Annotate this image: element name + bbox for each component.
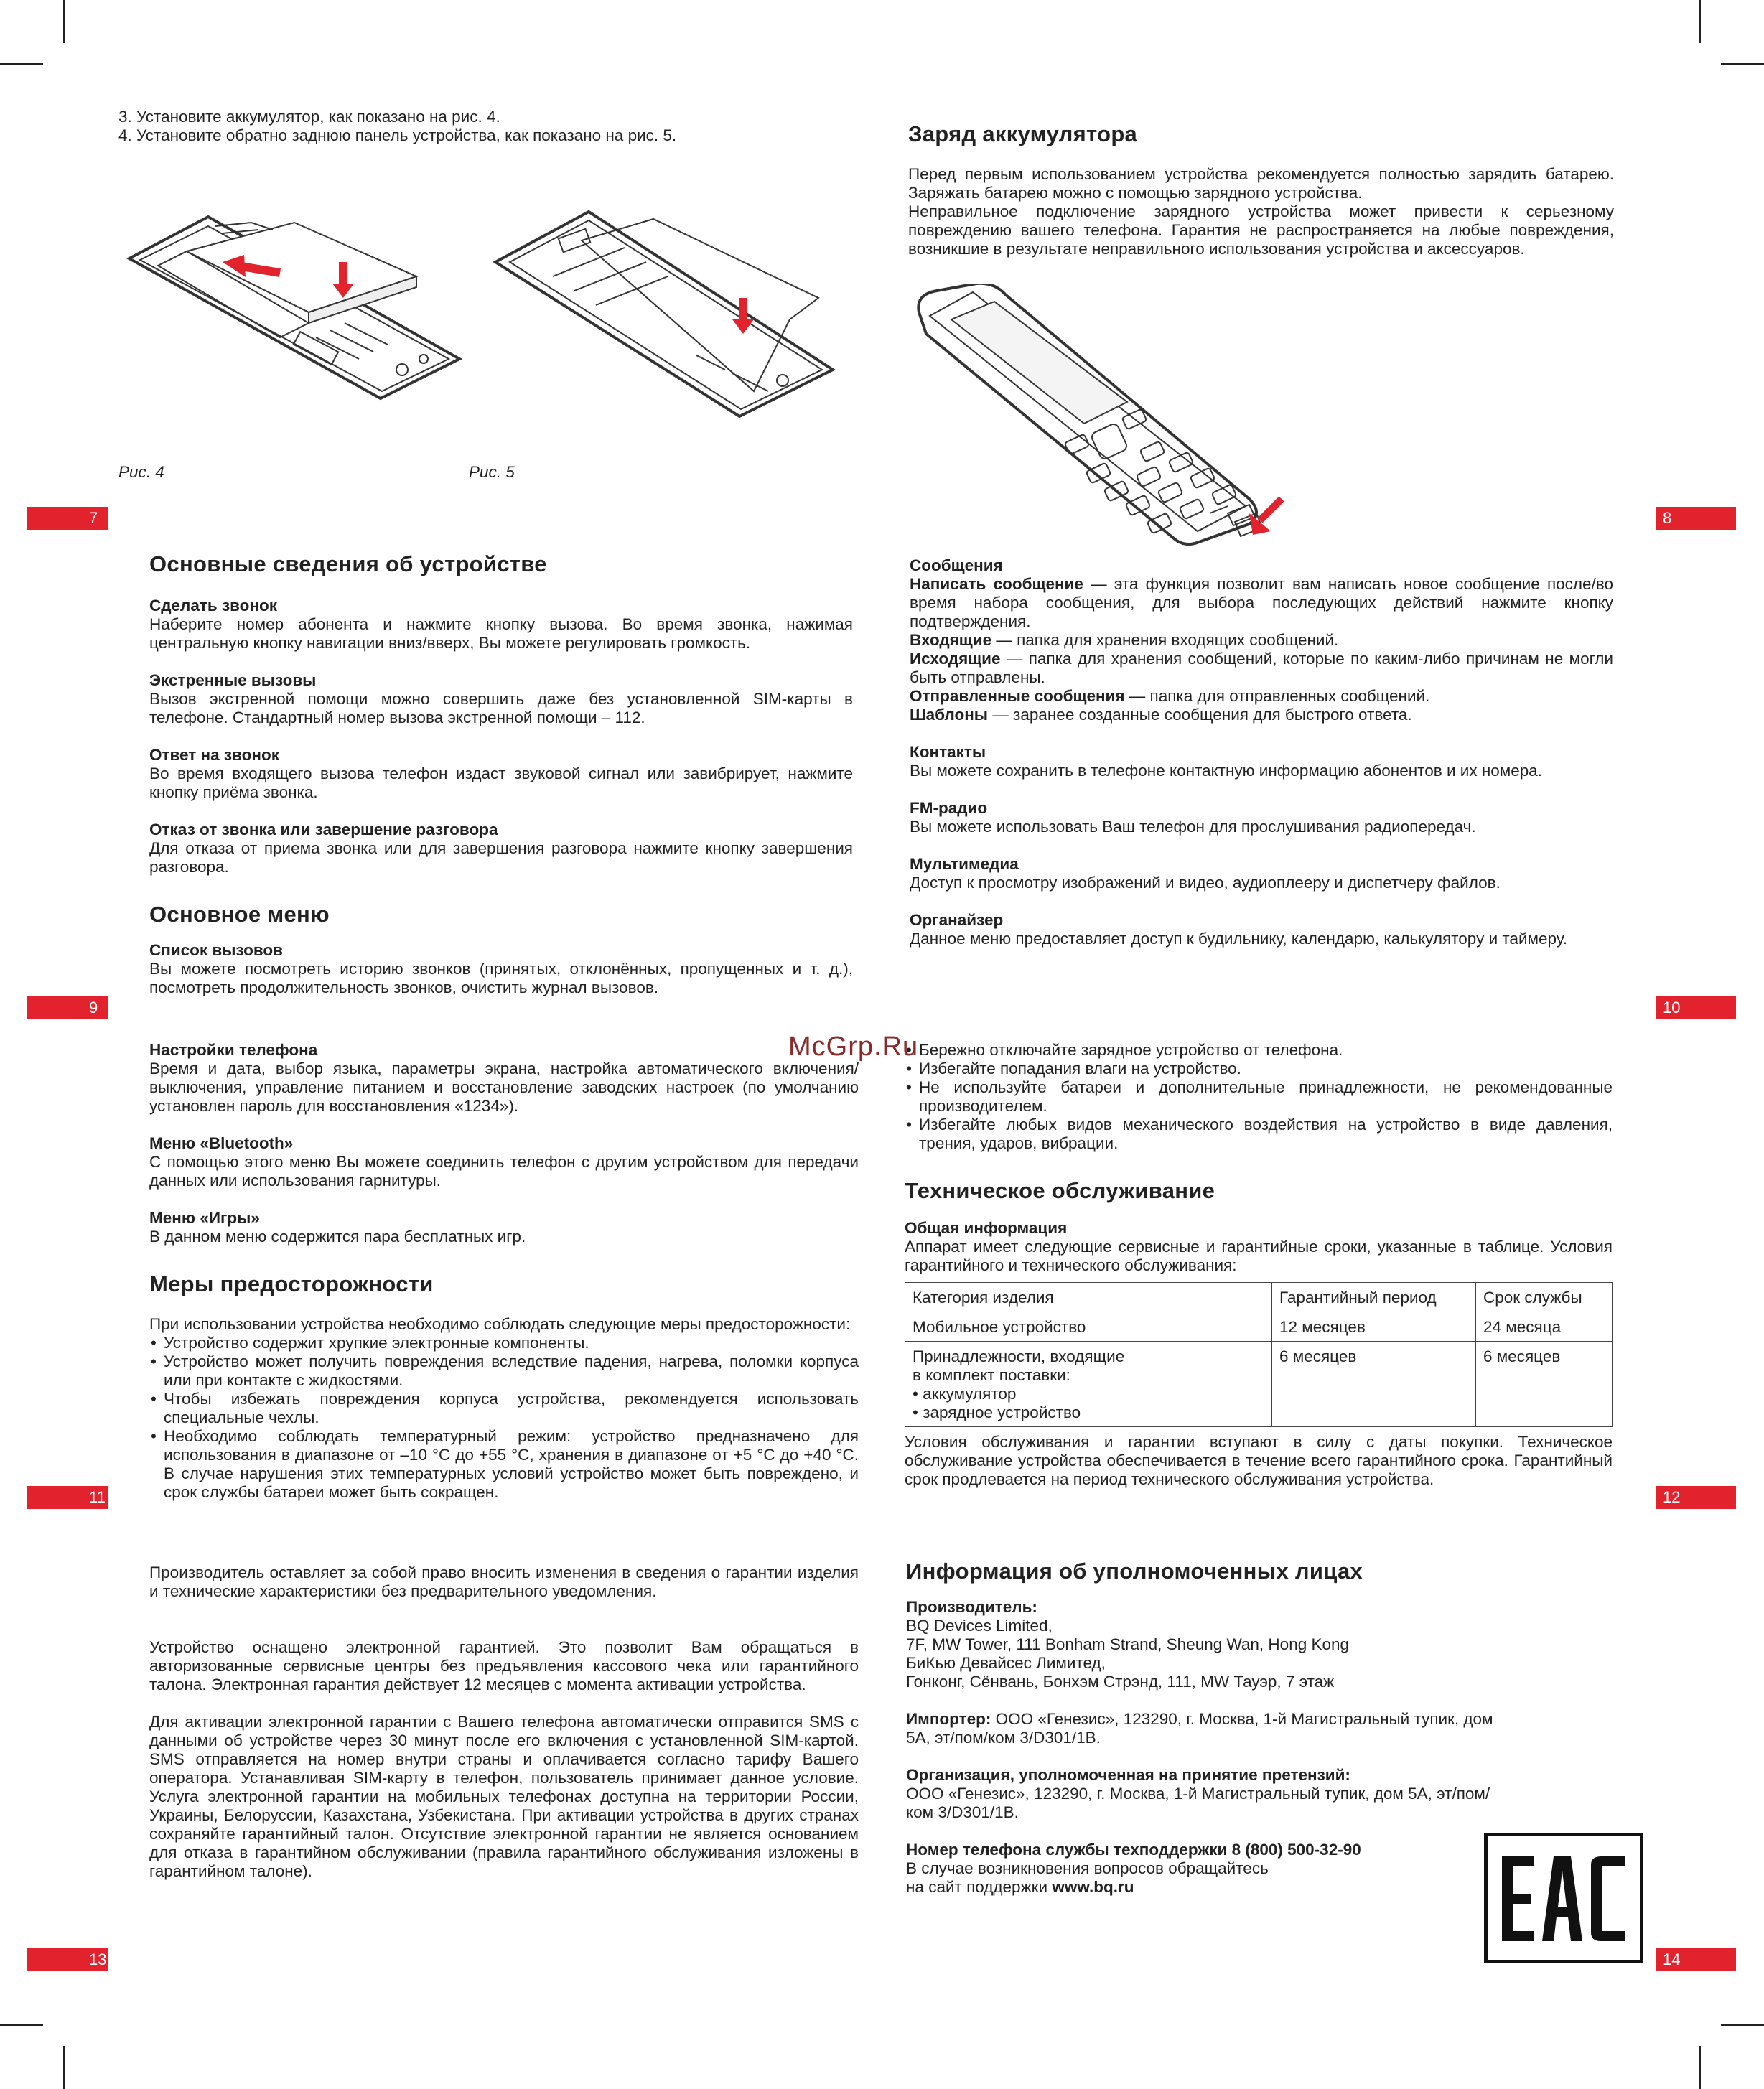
bluetooth-block <box>149 1134 859 1190</box>
calls-list-heading: Список вызовов <box>149 941 283 959</box>
outbox: Исходящие — папка для хранения сообщений, которые по каким-либо причинам не могли быть отправлены. <box>910 650 1613 686</box>
step-4: 4. Установите обратно заднюю панель устройства, как показано на рис. 5. <box>118 126 677 144</box>
page-number: 12 <box>1663 1488 1681 1506</box>
warranty-table <box>905 1282 1613 1427</box>
bluetooth-heading: Меню «Bluetooth» <box>149 1134 294 1152</box>
templates: Шаблоны — заранее созданные сообщения для быстрого ответа. <box>910 706 1412 724</box>
claims-heading: Организация, уполномоченная на принятие претензий: <box>906 1766 1350 1784</box>
care-and-service-section <box>905 1041 1613 1489</box>
emergency-text: Вызов экстренной помощи можно совершить даже без установленной SIM-карты в телефоне. Стандартный номер вызова экстренной помощи – 112. <box>149 690 853 726</box>
page-tab-11 <box>27 1486 108 1509</box>
phone-settings-heading: Настройки телефона <box>149 1041 318 1059</box>
precautions-list <box>149 1334 859 1502</box>
fm-heading: FM-радио <box>910 799 988 817</box>
messages-heading: Сообщения <box>910 556 1003 574</box>
support-url[interactable]: www.bq.ru <box>1052 1878 1134 1896</box>
step-3: 3. Установите аккумулятор, как показано на рис. 4. <box>118 108 500 126</box>
contacts-text: Вы можете сохранить в телефоне контактную информацию абонентов и их номера. <box>910 762 1543 780</box>
list-item: • Избегайте любых видов механического воздействия на устройство в виде давления, трения, ударов, вибрации. <box>905 1116 1613 1153</box>
games-text: В данном меню содержится пара бесплатных игр. <box>149 1228 526 1246</box>
table-header-cell: Срок службы <box>1476 1283 1613 1312</box>
games-heading: Меню «Игры» <box>149 1209 260 1227</box>
care-list <box>905 1041 1613 1153</box>
general-info-heading: Общая информация <box>905 1219 1068 1237</box>
charge-text-1: Перед первым использованием устройства рекомендуется полностью зарядить батарею. Заряжать батарею можно с помощью зарядного устройства. <box>908 165 1614 202</box>
table-row <box>905 1312 1613 1342</box>
crop-mark <box>1721 2024 1764 2026</box>
call-heading: Сделать звонок <box>149 597 278 614</box>
page-number: 14 <box>1663 1950 1681 1968</box>
menu-items-section <box>910 556 1613 948</box>
table-cell: 6 месяцев <box>1476 1342 1613 1427</box>
claims-text: ООО «Генезис», 123290, г. Москва, 1-й Магистральный тупик, дом 5А, эт/пом/ком 3/D301/1В. <box>906 1785 1490 1821</box>
ewarranty-text-2: Для активации электронной гарантии с Вашего телефона автоматически отправится SMS с данными об устройстве через 30 минут после его включения с установленной SIM-картой. SMS отправляется на номер внутри страны и оплачивается согласно тарифу Вашего оператора. Устанавливая SIM-карту в телефон, пользователь принимает данное условие. Услуга электронной гарантии на мобильных телефонах доступна на территории России, Украины, Белоруссии, Казахстана, Узбекистана. При активации устройства в других странах сохраняйте гарантийный талон. Отсутствие электронной гарантии не является основанием для отказа в гарантийном обслуживании (правила гарантийного обслуживания изложены в гарантийном талоне). <box>149 1713 859 1880</box>
multimedia-text: Доступ к просмотру изображений и видео, аудиоплееру и диспетчеру файлов. <box>910 874 1501 892</box>
phone-settings-text: Время и дата, выбор языка, параметры экрана, настройка автоматического включения/выключения, управление питанием и восстановление заводских настроек (по умолчанию установлен пароль для восстановления «1234»). <box>149 1060 859 1115</box>
answer-block <box>149 746 853 802</box>
answer-heading: Ответ на звонок <box>149 746 279 764</box>
table-cell: Принадлежности, входящие в комплект поставки: • аккумулятор • зарядное устройство <box>905 1342 1272 1427</box>
table-cell: 6 месяцев <box>1272 1342 1476 1427</box>
bluetooth-text: С помощью этого меню Вы можете соединить телефон с другим устройством для передачи данных или использования гарнитуры. <box>149 1153 859 1190</box>
page-tab-10 <box>1656 996 1736 1019</box>
answer-text: Во время входящего вызова телефон издаст звуковой сигнал или завибрирует, нажмите кнопку приёма звонка. <box>149 765 853 801</box>
ewarranty-section <box>149 1564 859 1881</box>
page-number: 7 <box>89 509 98 527</box>
crop-mark <box>1721 63 1764 65</box>
page-tab-14 <box>1656 1948 1736 1971</box>
reject-block <box>149 821 853 877</box>
contacts-heading: Контакты <box>910 743 986 761</box>
list-item: • Бережно отключайте зарядное устройство от телефона. <box>905 1041 1613 1060</box>
page-number: 10 <box>1663 999 1681 1017</box>
organizer-text: Данное меню предоставляет доступ к будильнику, календарю, калькулятору и таймеру. <box>910 930 1568 948</box>
support-text: В случае возникновения вопросов обращайтесь <box>906 1859 1269 1877</box>
importer-block: Импортер: ООО «Генезис», 123290, г. Москва, 1-й Магистральный тупик, дом 5А, эт/пом/ком 3/D301/1В. <box>906 1710 1493 1747</box>
basics-section <box>149 551 853 997</box>
contacts-block <box>910 743 1613 780</box>
organizer-heading: Органайзер <box>910 911 1004 929</box>
emergency-block <box>149 671 853 727</box>
reject-text: Для отказа от приема звонка или для завершения разговора нажмите кнопку завершения разговора. <box>149 839 853 876</box>
table-cell: 12 месяцев <box>1272 1312 1476 1342</box>
watermark: McGrp.Ru <box>788 1032 919 1062</box>
settings-section <box>149 1041 859 1502</box>
reject-heading: Отказ от звонка или завершение разговора <box>149 821 498 838</box>
list-item: • Избегайте попадания влаги на устройство. <box>905 1060 1613 1078</box>
calls-list-text: Вы можете посмотреть историю звонков (принятых, отклонённых, пропущенных и т. д.), посмотреть продолжительность звонков, очистить журнал вызовов. <box>149 960 853 996</box>
charge-title: Заряд аккумулятора <box>908 121 1138 146</box>
figure-4-caption: Рис. 4 <box>118 463 164 481</box>
messages-block <box>910 556 1613 724</box>
ewarranty-text-1: Устройство оснащено электронной гарантией. Это позволит Вам обращаться в авторизованные сервисные центры без предъявления кассового чека или гарантийного талона. Электронная гарантия действует 12 месяцев с момента активации устройства. <box>149 1638 859 1693</box>
precautions-title: Меры предосторожности <box>149 1271 434 1296</box>
list-item: • Необходимо соблюдать температурный режим: устройство предназначено для использования в диапазоне от –10 °С до +55 °С, хранения в диапазоне от +5 °С до +40 °С. В случае нарушения этих температурных условий устройство может быть повреждено, и срок службы батареи может быть сокращен. <box>149 1427 859 1502</box>
manufacturer-line: BQ Devices Limited, <box>906 1617 1053 1635</box>
organizer-block <box>910 911 1613 948</box>
page-number: 13 <box>89 1950 107 1968</box>
page-tab-8 <box>1656 507 1736 530</box>
manufacturer-block <box>906 1598 1509 1691</box>
list-item: • Не используйте батареи и дополнительные принадлежности, не рекомендованные производителем. <box>905 1078 1613 1116</box>
table-cell: Мобильное устройство <box>905 1312 1272 1342</box>
page-tab-12 <box>1656 1486 1736 1509</box>
eac-logo <box>1484 1833 1643 1963</box>
precautions-intro: При использовании устройства необходимо соблюдать следующие меры предосторожности: <box>149 1315 851 1333</box>
table-header-cell: Гарантийный период <box>1272 1283 1476 1312</box>
figure-4-battery-illustration <box>115 208 474 402</box>
calls-list-block <box>149 941 853 997</box>
basics-title: Основные сведения об устройстве <box>149 551 547 576</box>
manufacturer-line: Гонконг, Сёнвань, Бонхэм Стрэнд, 111, MW Тауэр, 7 этаж <box>906 1673 1335 1691</box>
emergency-heading: Экстренные вызовы <box>149 671 317 689</box>
manufacturer-heading: Производитель: <box>906 1598 1037 1616</box>
crop-mark <box>1699 2046 1701 2089</box>
support-heading: Номер телефона службы техподдержки 8 (800) 500-32-90 <box>906 1841 1361 1859</box>
fm-block <box>910 799 1613 836</box>
authorized-title: Информация об уполномоченных лицах <box>906 1558 1363 1584</box>
table-header-row <box>905 1283 1613 1312</box>
sent-messages: Отправленные сообщения — папка для отправленных сообщений. <box>910 687 1430 705</box>
call-text: Наберите номер абонента и нажмите кнопку вызова. Во время звонка, нажимая центральную кнопку навигации вниз/вверх, Вы можете регулировать громкость. <box>149 615 853 652</box>
page-number: 11 <box>89 1488 106 1506</box>
table-row <box>905 1342 1613 1427</box>
page-number: 8 <box>1663 509 1672 527</box>
claims-block <box>906 1766 1509 1822</box>
crop-mark <box>0 2024 43 2026</box>
authorized-section <box>906 1558 1509 1897</box>
write-message: Написать сообщение — эта функция позволит вам написать новое сообщение после/во время набора сообщения, для выбора последующих действий нажмите кнопку подтверждения. <box>910 575 1613 630</box>
phone-charging-illustration <box>912 284 1299 556</box>
page-number: 9 <box>89 999 98 1017</box>
games-block <box>149 1209 859 1246</box>
manufacturer-line: 7F, MW Tower, 111 Bonham Strand, Sheung Wan, Hong Kong <box>906 1635 1350 1653</box>
menu-title: Основное меню <box>149 902 330 927</box>
general-info-text: Аппарат имеет следующие сервисные и гарантийные сроки, указанные в таблице. Условия гарантийного и технического обслуживания: <box>905 1238 1613 1274</box>
figure-5-back-panel-illustration <box>481 205 840 420</box>
page-tab-7 <box>27 507 108 530</box>
crop-mark <box>0 63 43 65</box>
service-after-text: Условия обслуживания и гарантии вступают в силу с даты покупки. Техническое обслуживание устройства обеспечивается в течение всего гарантийного срока. Гарантийный срок продлевается на период технического обслуживания устройства. <box>905 1433 1613 1488</box>
charge-text-2: Неправильное подключение зарядного устройства может привести к серьезному повреждению вашего телефона. Гарантия не распространяется на любые повреждения, возникшие в результате неправильного использования устройства и аксессуаров. <box>908 202 1614 258</box>
manufacturer-line: БиКью Девайсес Лимитед, <box>906 1654 1106 1672</box>
charge-section <box>908 121 1614 258</box>
table-header-cell: Категория изделия <box>905 1283 1272 1312</box>
fm-text: Вы можете использовать Ваш телефон для прослушивания радиопередач. <box>910 818 1476 836</box>
multimedia-block <box>910 855 1613 892</box>
page-tab-13 <box>27 1948 108 1971</box>
table-cell: 24 месяца <box>1476 1312 1613 1342</box>
multimedia-heading: Мультимедиа <box>910 855 1019 873</box>
service-title: Техническое обслуживание <box>905 1178 1215 1203</box>
list-item: • Устройство может получить повреждения вследствие падения, нагрева, поломки корпуса или при контакте с жидкостями. <box>149 1352 859 1390</box>
phone-settings-block <box>149 1041 859 1116</box>
support-block <box>906 1841 1509 1897</box>
crop-mark <box>63 0 65 43</box>
figure-5-caption: Рис. 5 <box>469 463 515 481</box>
inbox: Входящие — папка для хранения входящих сообщений. <box>910 631 1339 649</box>
install-steps <box>118 108 879 145</box>
crop-mark <box>63 2046 65 2089</box>
call-block <box>149 597 853 653</box>
crop-mark <box>1699 0 1701 43</box>
eac-mark-icon <box>1488 1836 1640 1960</box>
support-text-2: на сайт поддержки www.bq.ru <box>906 1878 1134 1896</box>
list-item: • Чтобы избежать повреждения корпуса устройства, рекомендуется использовать специальные чехлы. <box>149 1390 859 1427</box>
page-tab-9 <box>27 996 108 1019</box>
manufacturer-note: Производитель оставляет за собой право вносить изменения в сведения о гарантии изделия и технические характеристики без предварительного уведомления. <box>149 1564 859 1600</box>
list-item: • Устройство содержит хрупкие электронные компоненты. <box>149 1334 859 1352</box>
